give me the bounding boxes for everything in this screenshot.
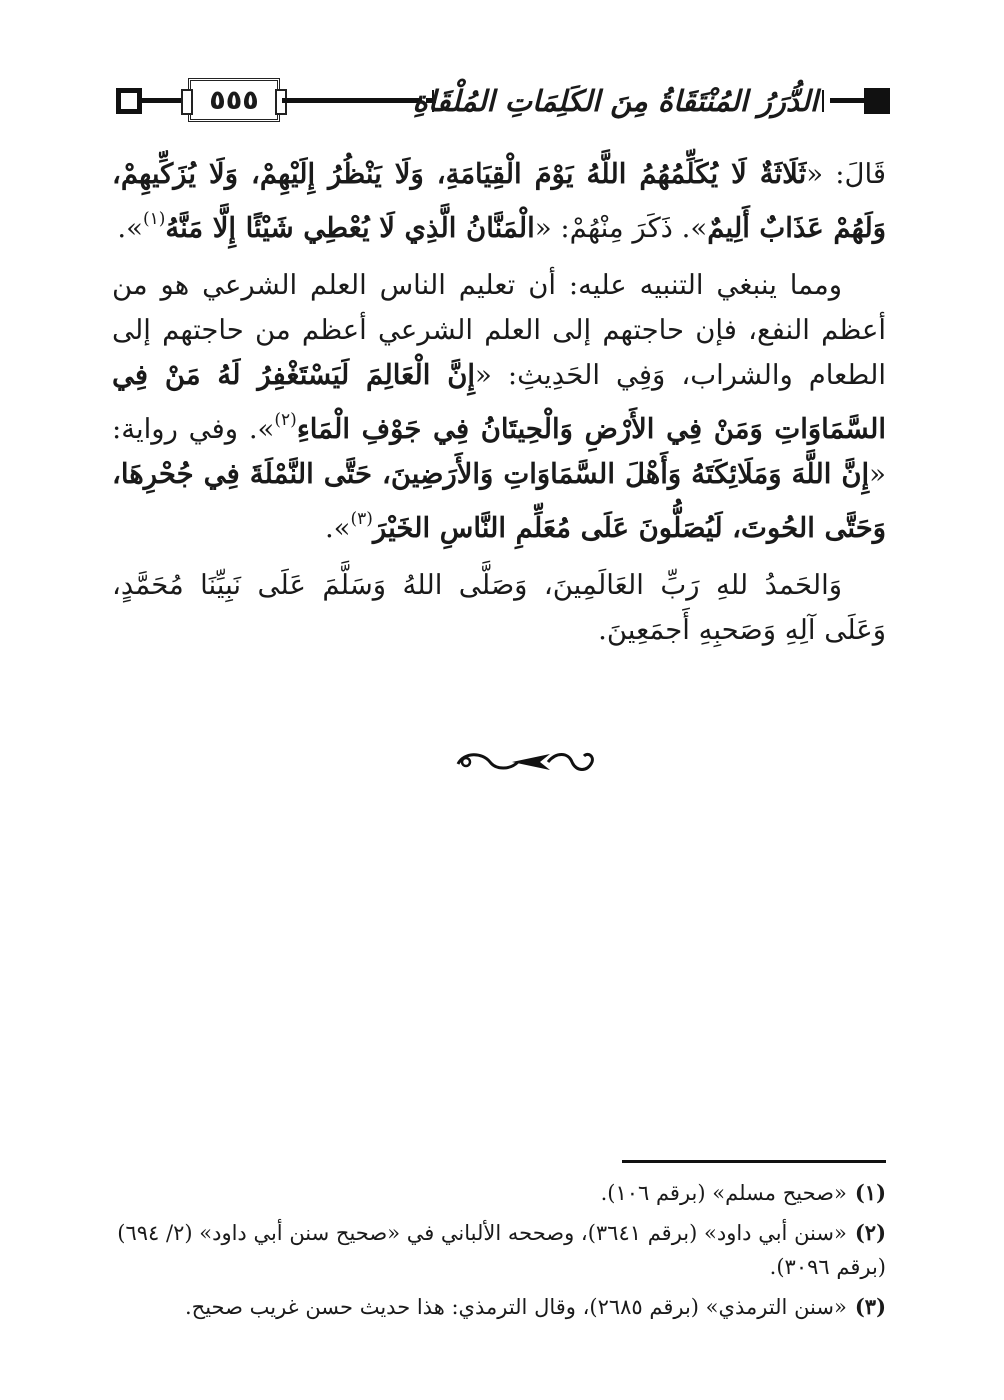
footnote-number: (٢) bbox=[854, 1220, 886, 1245]
header-square-outline-ornament bbox=[116, 88, 142, 114]
text: ومما ينبغي التنبيه عليه: أن تعليم الناس العلم الشرعي هو من أعظم النفع، فإن حاجتهم إلى العلم الشرعي أعظم من حاجتهم إلى الطعام والشراب، وَفِي الحَدِيثِ: « bbox=[112, 269, 886, 391]
text: قَالَ: « bbox=[806, 158, 886, 190]
footnote-separator bbox=[622, 1160, 886, 1163]
footnote-number: (٣) bbox=[854, 1294, 886, 1319]
header-rule bbox=[830, 98, 864, 103]
footnote-ref: (١) bbox=[142, 209, 166, 229]
hadith-text: الْمَنَّانُ الَّذِي لَا يُعْطِي شَيْئًا إِلَّا مَنَّهُ bbox=[165, 212, 535, 244]
book-title: الدُّرَرُ المُنْتَقَاةُ مِنَ الكَلِمَاتِ المُلْقَاةِ bbox=[412, 84, 818, 118]
text: ». ذَكَرَ مِنْهُمْ: « bbox=[534, 212, 708, 244]
footnote-number: (١) bbox=[854, 1180, 886, 1205]
paragraph-hadith-three bbox=[112, 152, 886, 251]
footnote-item bbox=[112, 1290, 886, 1324]
hadith-text: إِنَّ اللَّهَ وَمَلَائِكَتَهُ وَأَهْلَ السَّمَاوَاتِ وَالأَرَضِينَ، حَتَّى النَّمْلَةَ فِي جُحْرِهَا، وَحَتَّى الحُوتَ، لَيُصَلُّونَ عَلَى مُعَلِّمِ النَّاسِ الخَيْرَ bbox=[112, 458, 886, 544]
page-number: ٥٥٥ bbox=[188, 78, 280, 122]
header-rule bbox=[282, 98, 422, 103]
text: ». bbox=[117, 212, 143, 244]
hadith-text: إِنَّ الْعَالِمَ لَيَسْتَغْفِرُ لَهُ مَنْ فِي السَّمَاوَاتِ وَمَنْ فِي الأَرْضِ وَالْحِيتَانُ فِي جَوْفِ الْمَاءِ bbox=[112, 359, 886, 445]
hadith-text: ثَلَاثَةٌ لَا يُكَلِّمُهُمُ اللَّهُ يَوْمَ الْقِيَامَةِ، وَلَا يَنْظُرُ إِلَيْهِمْ، وَلَا يُزَكِّيهِمْ، وَلَهُمْ عَذَابٌ أَلِيمٌ bbox=[112, 158, 886, 244]
text: وَالحَمدُ للهِ رَبِّ العَالَمِينَ، وَصَلَّى اللهُ وَسَلَّمَ عَلَى نَبِيِّنَا مُحَمَّدٍ، وَعَلَى آلِهِ وَصَحبِهِ أَجمَعِينَ. bbox=[112, 569, 886, 646]
page-header bbox=[112, 78, 892, 134]
footnote-ref: (٣) bbox=[350, 509, 373, 529]
header-square-solid-ornament bbox=[864, 88, 890, 114]
footnote-item bbox=[112, 1216, 886, 1284]
footnote-text: «صحيح مسلم» (برقم ١٠٦). bbox=[600, 1181, 847, 1205]
paragraph-teaching bbox=[112, 263, 886, 551]
footnotes bbox=[112, 1176, 886, 1330]
header-rule bbox=[142, 98, 186, 103]
body-text bbox=[112, 152, 886, 665]
header-rule-tick bbox=[822, 90, 824, 112]
flourish-ornament-icon bbox=[452, 742, 598, 782]
footnote-text: «سنن الترمذي» (برقم ٢٦٨٥)، وقال الترمذي: هذا حديث حسن غريب صحيح. bbox=[184, 1295, 847, 1319]
text: ». وفي رواية: « bbox=[112, 413, 886, 490]
footnote-text: «سنن أبي داود» (برقم ٣٦٤١)، وصححه الألباني في «صحيح سنن أبي داود» (٢/ ٦٩٤) (برقم ٣٠٩٦). bbox=[117, 1221, 886, 1279]
footnote-ref: (٢) bbox=[274, 410, 297, 430]
footnote-item bbox=[112, 1176, 886, 1210]
paragraph-closing bbox=[112, 563, 886, 653]
text: ». bbox=[324, 512, 351, 544]
